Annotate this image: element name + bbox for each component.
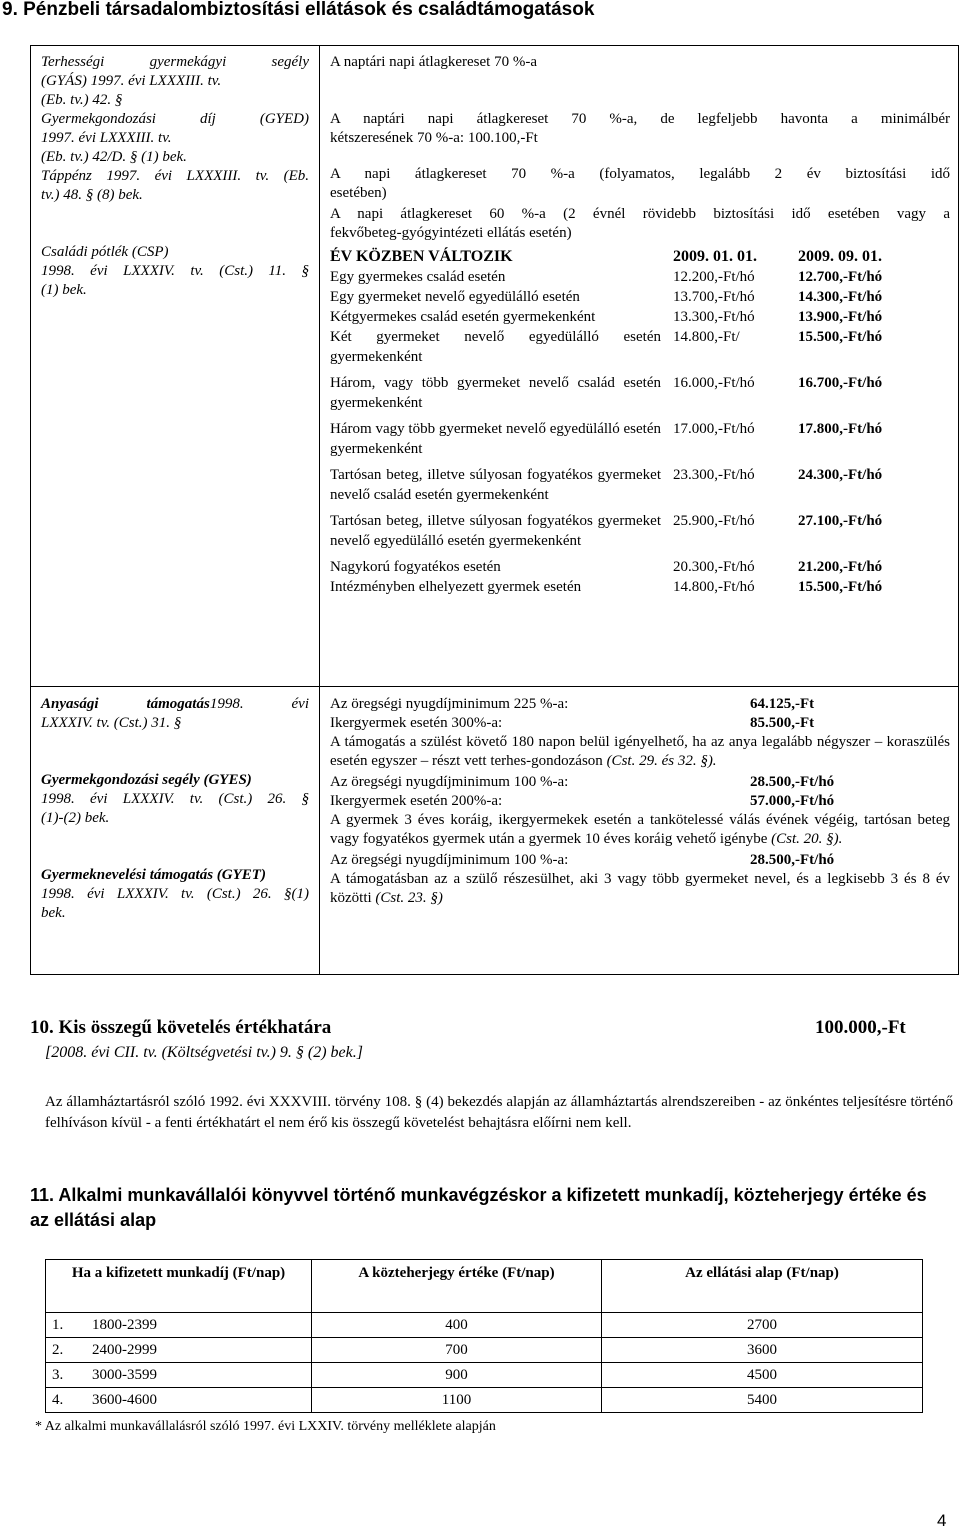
gyas-label-2: (GYÁS) 1997. évi LXXXIII. tv. <box>41 73 222 89</box>
csp-row-value-2009-01: 20.300,-Ft/hó <box>673 559 755 575</box>
gyes-base-value: 28.500,-Ft/hó <box>750 774 835 790</box>
anyasagi-base-value: 64.125,-Ft <box>750 696 815 712</box>
section-11-title: 11. Alkalmi munkavállalói könyvvel történő munkavégzéskor a kifizetett munkadíj, közteherjegy értéke és az ellátási alap <box>30 1185 927 1230</box>
csp-row-label: Tartósan beteg, illetve súlyosan fogyatékos gyermeket nevelő egyedülálló esetén gyermekenként <box>330 513 661 549</box>
gyed-value-1: A naptári napi átlagkereset 70 %-a, de legfeljebb havonta a minimálbér <box>330 111 950 127</box>
benefits-right-cell <box>320 46 959 687</box>
csp-header-date1: 2009. 01. 01. <box>673 248 757 265</box>
csp-row-value-2009-01: 25.900,-Ft/hó <box>673 513 755 529</box>
kozteherjegy-value: 900 <box>312 1363 602 1388</box>
ellatasi-alap-value: 4500 <box>602 1363 923 1388</box>
ellatasi-alap-value: 5400 <box>602 1388 923 1413</box>
anyasagi-twin-label: Ikergyermek esetén 300%-a: <box>330 715 503 731</box>
munkadij-range-cell <box>46 1388 312 1413</box>
munkadij-range-cell <box>46 1363 312 1388</box>
csp-row-value-2009-01: 12.200,-Ft/hó <box>673 269 755 285</box>
gyet-base-value: 28.500,-Ft/hó <box>750 852 835 868</box>
csp-row-value-2009-09: 17.800,-Ft/hó <box>798 421 883 437</box>
anyasagi-description: A támogatás a szülést követő 180 napon belül igényelhető, ha az anya legalább négyszer – koraszülés esetén egyszer – részt vett terhes-gondozáson (Cst. 29. és 32. §). <box>330 734 950 769</box>
munkadij-table-row <box>46 1363 923 1388</box>
kozteherjegy-value: 400 <box>312 1313 602 1338</box>
munkadij-header-row <box>46 1260 923 1313</box>
gyas-label-1: Terhességi gyermekágyi segély <box>41 54 309 70</box>
csp-header-date2: 2009. 09. 01. <box>798 248 882 265</box>
gyed-value-2: kétszeresének 70 %-a: 100.100,-Ft <box>330 130 538 146</box>
gyet-ref-2: bek. <box>41 905 66 921</box>
csp-row-value-2009-09: 16.700,-Ft/hó <box>798 375 883 391</box>
row-number: 2. <box>52 1341 64 1358</box>
tappenz-label-2: tv.) 48. § (8) bek. <box>41 187 143 203</box>
benefits-left-cell <box>31 46 320 687</box>
section-10-amount: 100.000,-Ft <box>815 1017 906 1038</box>
csp-row-value-2009-01: 16.000,-Ft/hó <box>673 375 755 391</box>
munkadij-range: 3600-4600 <box>92 1391 157 1408</box>
csp-row-value-2009-09: 15.500,-Ft/hó <box>798 329 883 345</box>
csp-label-1: Családi pótlék (CSP) <box>41 244 169 260</box>
tappenz-value-2: esetében) <box>330 185 387 201</box>
csp-row-label: Nagykorú fogyatékos esetén <box>330 559 501 575</box>
row-number: 3. <box>52 1366 64 1383</box>
munkadij-table-row <box>46 1313 923 1338</box>
gyed-label-3: (Eb. tv.) 42/D. § (1) bek. <box>41 149 187 165</box>
gyes-description: A gyermek 3 éves koráig, ikergyermekek esetén a tankötelessé válás évének végéig, tartósan beteg vagy fogyatékos gyermek után a gyermek 10 éves koráig vehető igénybe (Cst. 20. §). <box>330 812 950 847</box>
csp-row-value-2009-09: 21.200,-Ft/hó <box>798 559 883 575</box>
row-number: 1. <box>52 1316 64 1333</box>
csp-row-value-2009-01: 17.000,-Ft/hó <box>673 421 755 437</box>
gyet-description: A támogatásban az a szülő részesülhet, aki 3 vagy több gyermeket nevel, és a legkisebb 3 és 8 év közötti (Cst. 23. §) <box>330 871 950 906</box>
gyes-base-label: Az öregségi nyugdíjminimum 100 %-a: <box>330 774 569 790</box>
ellatasi-alap-value: 2700 <box>602 1313 923 1338</box>
section-10-text: Az államháztartásról szóló 1992. évi XXXVIII. törvény 108. § (4) bekezdés alapján az államháztartás alrendszereiben - az önkéntes teljesítésre történő felhíváson kívül - a fenti értékhatárt el nem érő kis összegű követelést behajtásra előírni nem kell. <box>45 1094 953 1131</box>
munkadij-range: 1800-2399 <box>92 1316 157 1333</box>
gyas-label-3: (Eb. tv.) 42. § <box>41 92 123 108</box>
csp-row-label: Kétgyermekes család esetén gyermekenként <box>330 309 596 325</box>
spacer <box>41 205 309 243</box>
csp-label-2: 1998. évi LXXXIV. tv. (Cst.) 11. § <box>41 263 309 279</box>
gyes-twin-value: 57.000,-Ft/hó <box>750 793 835 809</box>
csp-row-label: Három vagy több gyermeket nevelő egyedülálló esetén gyermekenként <box>330 421 661 457</box>
header-munkadij: Ha a kifizetett munkadíj (Ft/nap) <box>46 1260 312 1313</box>
benefits-table <box>30 45 959 975</box>
tappenz-value-3: A napi átlagkereset 60 %-a (2 évnél rövidebb biztosítási idő esetében vagy a <box>330 206 950 222</box>
csp-row-label: Egy gyermekes család esetén <box>330 269 506 285</box>
tappenz-value-1: A napi átlagkereset 70 %-a (folyamatos, legalább 2 év biztosítási idő <box>330 166 950 182</box>
csp-row-value-2009-09: 15.500,-Ft/hó <box>798 579 883 595</box>
csp-header-label: ÉV KÖZBEN VÁLTOZIK <box>330 248 513 265</box>
munkadij-table-row <box>46 1338 923 1363</box>
munkadij-table-row <box>46 1388 923 1413</box>
row-number: 4. <box>52 1391 64 1408</box>
csp-row-value-2009-09: 14.300,-Ft/hó <box>798 289 883 305</box>
csp-row-label: Egy gyermeket nevelő egyedülálló esetén <box>330 289 580 305</box>
csp-row-label: Két gyermeket nevelő egyedülálló esetén gyermekenként <box>330 329 661 365</box>
header-kozteherjegy: A közteherjegy értéke (Ft/nap) <box>312 1260 602 1313</box>
csp-row-value-2009-01: 13.700,-Ft/hó <box>673 289 755 305</box>
anyasagi-line-1: Anyasági támogatás1998. évi <box>41 696 309 712</box>
csp-row-value-2009-01: 14.800,-Ft/ <box>673 329 740 345</box>
footnote: * Az alkalmi munkavállalásról szóló 1997. évi LXXIV. törvény melléklete alapján <box>35 1419 496 1434</box>
gyed-label-2: 1997. évi LXXXIII. tv. <box>41 130 172 146</box>
ellatasi-alap-value: 3600 <box>602 1338 923 1363</box>
munkadij-range-cell <box>46 1313 312 1338</box>
anyasagi-twin-value: 85.500,-Ft <box>750 715 815 731</box>
gyet-base-label: Az öregségi nyugdíjminimum 100 %-a: <box>330 852 569 868</box>
anyasagi-line-2: LXXXIV. tv. (Cst.) 31. § <box>41 715 182 731</box>
anyasagi-base-label: Az öregségi nyugdíjminimum 225 %-a: <box>330 696 569 712</box>
csp-row-value-2009-01: 14.800,-Ft/hó <box>673 579 755 595</box>
tappenz-label-1: Táppénz 1997. évi LXXXIII. tv. (Eb. <box>41 168 309 184</box>
munkadij-range-cell <box>46 1338 312 1363</box>
munkadij-range: 2400-2999 <box>92 1341 157 1358</box>
gyed-label-1: Gyermekgondozási díj (GYED) <box>41 111 309 127</box>
csp-row-label: Tartósan beteg, illetve súlyosan fogyatékos gyermeket nevelő család esetén gyermekenként <box>330 467 661 503</box>
gyes-title: Gyermekgondozási segély (GYES) <box>41 772 252 788</box>
kozteherjegy-value: 700 <box>312 1338 602 1363</box>
csp-label-3: (1) bek. <box>41 282 87 298</box>
support-right-cell <box>320 687 959 975</box>
munkadij-table <box>45 1259 923 1413</box>
munkadij-table-body <box>46 1313 923 1413</box>
csp-row-value-2009-09: 12.700,-Ft/hó <box>798 269 883 285</box>
csp-row-value-2009-01: 23.300,-Ft/hó <box>673 467 755 483</box>
header-ellatasi-alap: Az ellátási alap (Ft/nap) <box>602 1260 923 1313</box>
csp-row-value-2009-01: 13.300,-Ft/hó <box>673 309 755 325</box>
csp-row-label: Intézményben elhelyezett gyermek esetén <box>330 579 582 595</box>
section-10-reference: [2008. évi CII. tv. (Költségvetési tv.) 9. § (2) bek.] <box>45 1044 363 1061</box>
tappenz-value-4: fekvőbeteg-gyógyintézeti ellátás esetén) <box>330 225 572 241</box>
page-number: 4 <box>937 1511 947 1530</box>
support-left-cell <box>31 687 320 975</box>
munkadij-range: 3000-3599 <box>92 1366 157 1383</box>
gyas-value: A naptári napi átlagkereset 70 %-a <box>330 54 537 70</box>
csp-row-label: Három, vagy több gyermeket nevelő család esetén gyermekenként <box>330 375 661 411</box>
csp-row-value-2009-09: 24.300,-Ft/hó <box>798 467 883 483</box>
kozteherjegy-value: 1100 <box>312 1388 602 1413</box>
csp-grid <box>330 247 950 597</box>
gyes-ref-1: 1998. évi LXXXIV. tv. (Cst.) 26. § <box>41 791 309 807</box>
section-9-heading: 9. Pénzbeli társadalombiztosítási ellátások és családtámogatások <box>2 0 595 20</box>
gyes-ref-2: (1)-(2) bek. <box>41 810 110 826</box>
gyet-ref-1: 1998. évi LXXXIV. tv. (Cst.) 26. §(1) <box>41 886 309 902</box>
csp-row-value-2009-09: 27.100,-Ft/hó <box>798 513 883 529</box>
gyet-title: Gyermeknevelési támogatás (GYET) <box>41 867 266 883</box>
section-10-title: 10. Kis összegű követelés értékhatára <box>30 1017 332 1038</box>
csp-row-value-2009-09: 13.900,-Ft/hó <box>798 309 883 325</box>
gyes-twin-label: Ikergyermek esetén 200%-a: <box>330 793 503 809</box>
